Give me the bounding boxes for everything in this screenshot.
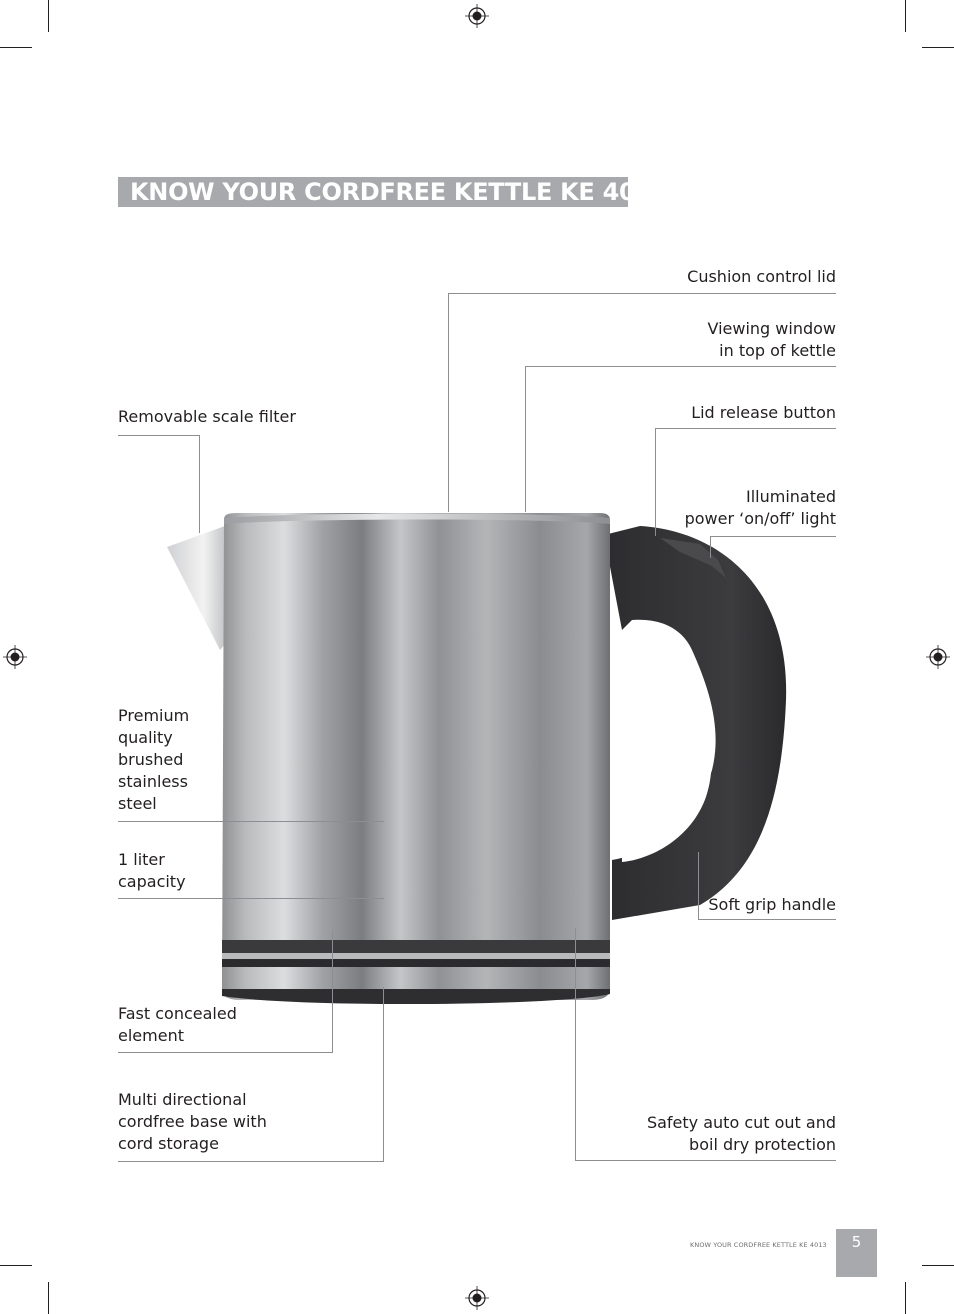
leader-line — [698, 852, 699, 919]
label-scale-filter: Removable scale filter — [118, 407, 296, 426]
leader-line — [710, 536, 836, 537]
label-soft-grip-handle: Soft grip handle — [708, 895, 836, 914]
label-cushion-control-lid: Cushion control lid — [687, 267, 836, 286]
leader-line — [698, 919, 836, 920]
leader-line — [118, 1161, 384, 1162]
label-stainless-steel: Premium quality brushed stainless steel — [118, 706, 190, 813]
page-number: 5 — [851, 1233, 862, 1251]
leader-line — [199, 435, 200, 533]
leader-line — [655, 428, 836, 429]
leader-line — [118, 898, 384, 899]
label-cordfree-base: Multi directional cordfree base with cord storage — [118, 1090, 267, 1153]
label-illuminated-light: Illuminated power ‘on/off’ light — [684, 487, 836, 528]
leader-line — [655, 428, 656, 536]
leader-line — [118, 821, 384, 822]
leader-line — [448, 293, 836, 294]
leader-line — [118, 1052, 333, 1053]
leader-line — [118, 435, 199, 436]
leader-line — [525, 366, 526, 512]
label-concealed-element: Fast concealed element — [118, 1004, 237, 1045]
leader-line — [575, 928, 576, 1160]
page-number-box — [836, 1229, 877, 1277]
label-capacity: 1 liter capacity — [118, 850, 186, 891]
label-safety-cut-out: Safety auto cut out and boil dry protection — [646, 1113, 836, 1154]
label-viewing-window: Viewing window in top of kettle — [707, 319, 836, 360]
page-title: KNOW YOUR CORDFREE KETTLE KE 4013 — [130, 178, 669, 206]
leader-line — [710, 536, 711, 558]
leader-line — [575, 1160, 836, 1161]
running-footer: KNOW YOUR CORDFREE KETTLE KE 4013 — [690, 1241, 827, 1249]
leader-line — [525, 366, 836, 367]
leader-line — [448, 293, 449, 512]
label-lid-release-button: Lid release button — [691, 403, 836, 422]
leader-line — [332, 930, 333, 1052]
leader-line — [383, 987, 384, 1161]
